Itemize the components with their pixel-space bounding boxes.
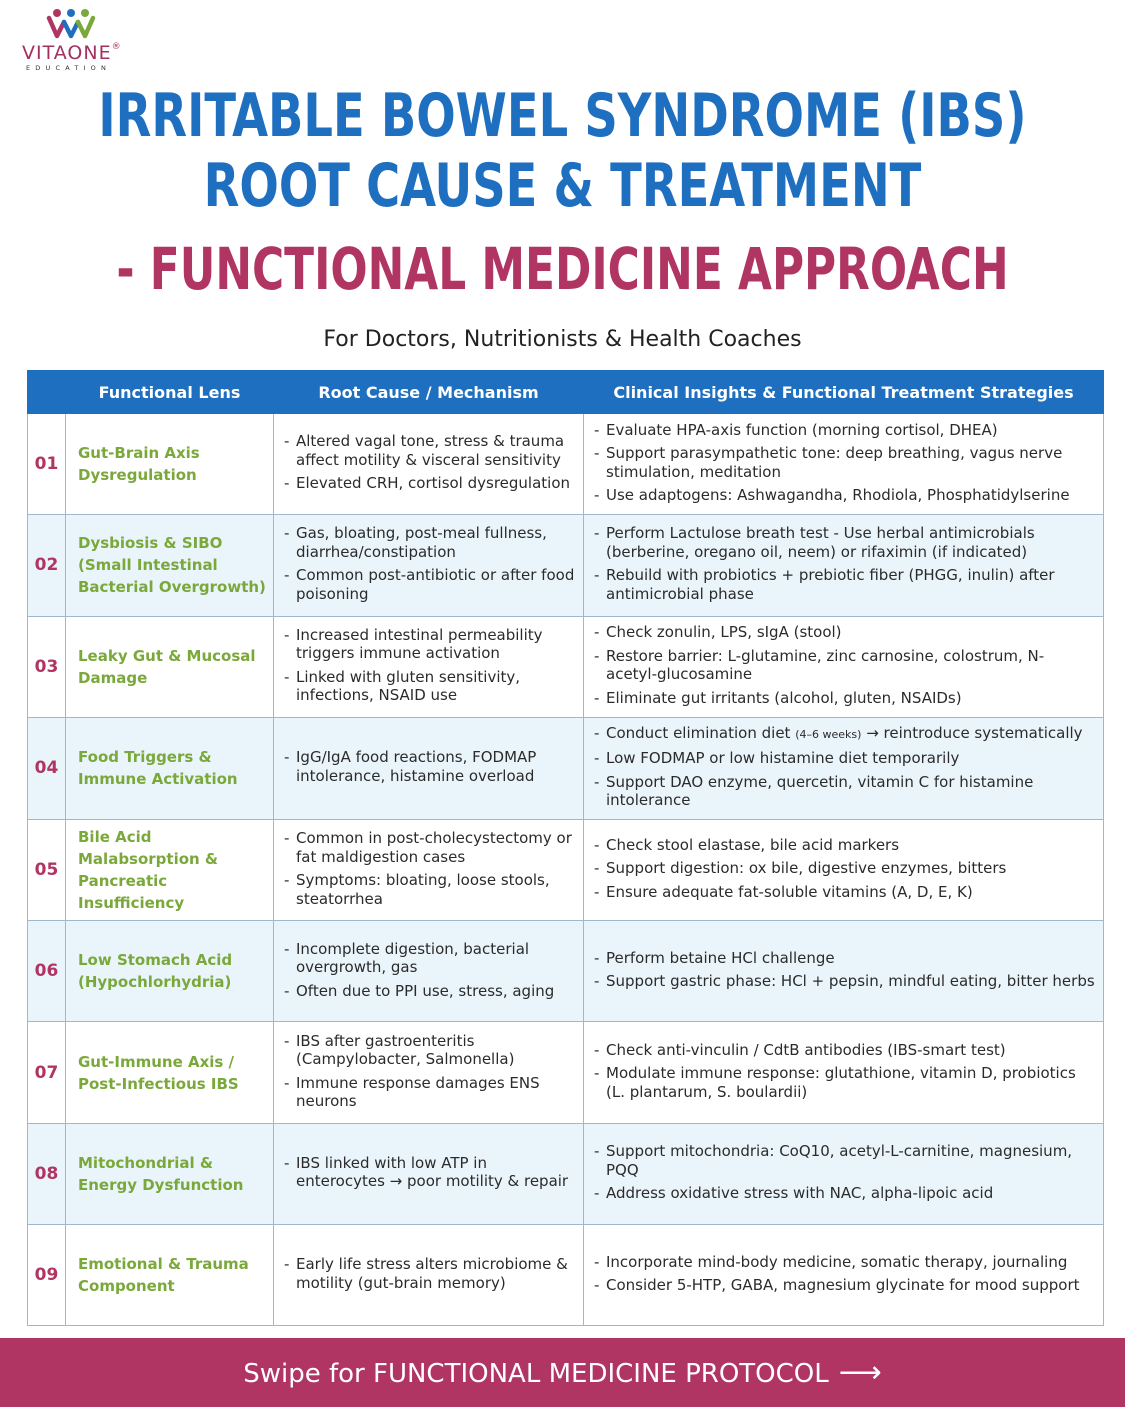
row-insights <box>584 616 1104 717</box>
ibs-table <box>27 370 1104 1326</box>
list-item: - IBS linked with low ATP in enterocytes → poor motility & repair <box>284 1154 575 1191</box>
title-line-2: ROOT CAUSE & TREATMENT <box>203 151 922 221</box>
row-insights <box>584 717 1104 819</box>
row-lens: Gut-Brain Axis Dysregulation <box>66 414 274 515</box>
list-item: - Common post-antibiotic or after food poisoning <box>284 566 575 603</box>
table-row <box>28 1022 1104 1123</box>
header-num <box>28 371 66 414</box>
list-item: - Check zonulin, LPS, sIgA (stool) <box>594 623 1095 642</box>
row-number: 09 <box>28 1225 66 1326</box>
list-item: - Early life stress alters microbiome & motility (gut-brain memory) <box>284 1255 575 1292</box>
list-item: - Incomplete digestion, bacterial overgrowth, gas <box>284 940 575 977</box>
list-item: - Eliminate gut irritants (alcohol, gluten, NSAIDs) <box>594 689 1095 708</box>
arrow-right-icon: ⟶ <box>838 1355 882 1390</box>
title-line-3: - FUNCTIONAL MEDICINE APPROACH <box>116 235 1009 303</box>
row-number: 03 <box>28 616 66 717</box>
list-item: - Increased intestinal permeability triggers immune activation <box>284 626 575 663</box>
row-insights <box>584 414 1104 515</box>
list-item: - Rebuild with probiotics + prebiotic fiber (PHGG, inulin) after antimicrobial phase <box>594 566 1095 603</box>
header-root-cause: Root Cause / Mechanism <box>274 371 584 414</box>
list-item: - Check anti-vinculin / CdtB antibodies (IBS-smart test) <box>594 1041 1095 1060</box>
list-item: - Symptoms: bloating, loose stools, steatorrhea <box>284 871 575 908</box>
row-number: 07 <box>28 1022 66 1123</box>
list-item: - Perform betaine HCl challenge <box>594 949 1095 968</box>
list-item: - Evaluate HPA-axis function (morning cortisol, DHEA) <box>594 421 1095 440</box>
row-lens: Leaky Gut & Mucosal Damage <box>66 616 274 717</box>
row-lens: Food Triggers & Immune Activation <box>66 717 274 819</box>
row-cause <box>274 1225 584 1326</box>
subtitle: For Doctors, Nutritionists & Health Coaches <box>323 327 802 352</box>
row-cause <box>274 414 584 515</box>
list-item: - Support parasympathetic tone: deep breathing, vagus nerve stimulation, meditation <box>594 444 1095 481</box>
row-number: 08 <box>28 1123 66 1224</box>
row-insights <box>584 1123 1104 1224</box>
list-item: - Gas, bloating, post-meal fullness, diarrhea/constipation <box>284 524 575 561</box>
footer-text: Swipe for FUNCTIONAL MEDICINE PROTOCOL <box>243 1359 829 1389</box>
row-cause <box>274 515 584 616</box>
brand-name: VITAONE® <box>22 42 122 64</box>
list-item: - IgG/IgA food reactions, FODMAP intolerance, histamine overload <box>284 748 575 785</box>
list-item: - Conduct elimination diet (4–6 weeks) → reintroduce systematically <box>594 724 1095 745</box>
list-item: - Immune response damages ENS neurons <box>284 1074 575 1111</box>
row-cause <box>274 1022 584 1123</box>
row-cause <box>274 717 584 819</box>
row-cause <box>274 616 584 717</box>
list-item: - Support mitochondria: CoQ10, acetyl-L-carnitine, magnesium, PQQ <box>594 1142 1095 1179</box>
list-item: - Modulate immune response: glutathione, vitamin D, probiotics (L. plantarum, S. boulardii) <box>594 1064 1095 1101</box>
title-line-1: IRRITABLE BOWEL SYNDROME (IBS) <box>98 81 1027 151</box>
row-insights <box>584 1022 1104 1123</box>
table-header-row <box>28 371 1104 414</box>
list-item: - Support DAO enzyme, quercetin, vitamin C for histamine intolerance <box>594 773 1095 810</box>
list-item: - Altered vagal tone, stress & trauma affect motility & visceral sensitivity <box>284 432 575 469</box>
row-lens: Dysbiosis & SIBO (Small Intestinal Bacterial Overgrowth) <box>66 515 274 616</box>
row-insights <box>584 921 1104 1022</box>
list-item: - Ensure adequate fat-soluble vitamins (A, D, E, K) <box>594 883 1095 902</box>
row-lens: Bile Acid Malabsorption & Pancreatic Insufficiency <box>66 819 274 920</box>
list-item: - Restore barrier: L-glutamine, zinc carnosine, colostrum, N-acetyl-glucosamine <box>594 647 1095 684</box>
list-item: - Common in post-cholecystectomy or fat maldigestion cases <box>284 829 575 866</box>
brand-logo <box>20 8 135 72</box>
row-number: 05 <box>28 819 66 920</box>
table-row <box>28 1225 1104 1326</box>
header-functional-lens: Functional Lens <box>66 371 274 414</box>
list-item: - Elevated CRH, cortisol dysregulation <box>284 474 575 493</box>
list-item: - Consider 5-HTP, GABA, magnesium glycinate for mood support <box>594 1276 1095 1295</box>
list-item: - Incorporate mind-body medicine, somatic therapy, journaling <box>594 1253 1095 1272</box>
list-item: - Support digestion: ox bile, digestive enzymes, bitters <box>594 859 1095 878</box>
list-item: - Check stool elastase, bile acid markers <box>594 836 1095 855</box>
row-lens: Low Stomach Acid (Hypochlorhydria) <box>66 921 274 1022</box>
row-number: 06 <box>28 921 66 1022</box>
table-row <box>28 515 1104 616</box>
list-item: - Linked with gluten sensitivity, infections, NSAID use <box>284 668 575 705</box>
list-item: - Use adaptogens: Ashwagandha, Rhodiola, Phosphatidylserine <box>594 486 1095 505</box>
row-cause <box>274 921 584 1022</box>
row-insights <box>584 819 1104 920</box>
brand-tagline: EDUCATION <box>26 64 112 72</box>
table-row <box>28 1123 1104 1224</box>
row-insights <box>584 515 1104 616</box>
list-item: - Low FODMAP or low histamine diet temporarily <box>594 749 1095 768</box>
list-item: - IBS after gastroenteritis (Campylobacter, Salmonella) <box>284 1032 575 1069</box>
people-logo-icon <box>45 8 97 40</box>
row-number: 02 <box>28 515 66 616</box>
table-row <box>28 414 1104 515</box>
list-item: - Often due to PPI use, stress, aging <box>284 982 575 1001</box>
row-lens: Mitochondrial & Energy Dysfunction <box>66 1123 274 1224</box>
list-item: - Support gastric phase: HCl + pepsin, mindful eating, bitter herbs <box>594 972 1095 991</box>
table-row <box>28 921 1104 1022</box>
row-lens: Gut-Immune Axis / Post-Infectious IBS <box>66 1022 274 1123</box>
row-insights <box>584 1225 1104 1326</box>
row-cause <box>274 819 584 920</box>
swipe-footer-banner[interactable] <box>0 1338 1125 1407</box>
list-item: - Address oxidative stress with NAC, alpha-lipoic acid <box>594 1184 1095 1203</box>
header-clinical-insights: Clinical Insights & Functional Treatment Strategies <box>584 371 1104 414</box>
table-row <box>28 819 1104 920</box>
table-row <box>28 616 1104 717</box>
table-row <box>28 717 1104 819</box>
row-number: 04 <box>28 717 66 819</box>
row-number: 01 <box>28 414 66 515</box>
row-cause <box>274 1123 584 1224</box>
list-item: - Perform Lactulose breath test - Use herbal antimicrobials (berberine, oregano oil, neem) or rifaximin (if indicated) <box>594 524 1095 561</box>
row-lens: Emotional & Trauma Component <box>66 1225 274 1326</box>
